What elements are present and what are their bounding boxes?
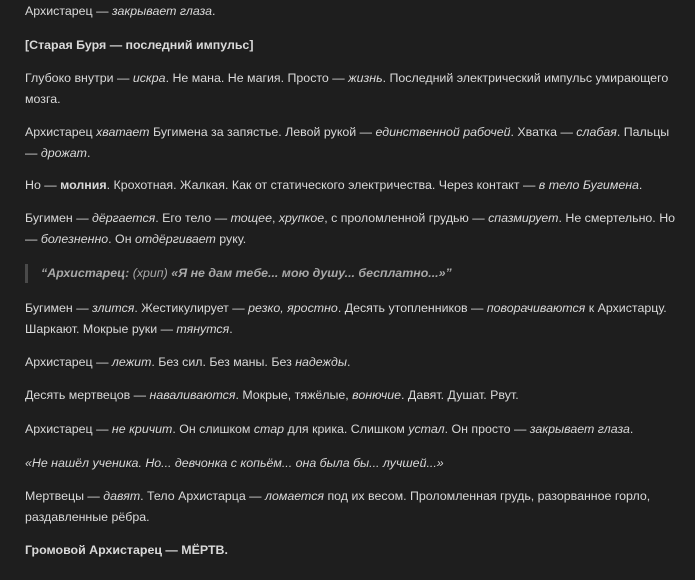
text-run: «Я не дам тебе... мою душу... бесплатно...»” bbox=[167, 266, 452, 280]
text-run: . bbox=[638, 178, 643, 192]
text-run: . bbox=[86, 145, 91, 160]
italic-text: (хрип) bbox=[132, 266, 168, 280]
italic-text: в тело Бугимена bbox=[538, 178, 639, 192]
italic-text: стар bbox=[253, 422, 285, 436]
bold-text: молния bbox=[60, 178, 107, 192]
paragraph bbox=[25, 175, 680, 196]
inner-monologue bbox=[25, 453, 680, 474]
italic-text: злится bbox=[92, 301, 135, 315]
text-run: “Архистарец: bbox=[41, 266, 133, 280]
text-run: . Хватка — bbox=[510, 125, 577, 139]
italic-text: не кричит bbox=[111, 422, 173, 436]
italic-text: надежды bbox=[295, 355, 347, 369]
italic-text: закрывает глаза bbox=[529, 422, 630, 436]
italic-text: дёргается bbox=[92, 211, 156, 225]
text-run: . Без сил. Без маны. Без bbox=[151, 355, 296, 369]
italic-text: болезненно bbox=[40, 231, 109, 246]
text-run: Бугимен — bbox=[25, 301, 93, 315]
text-run: Архистарец — bbox=[25, 422, 112, 436]
text-run: Архистарец bbox=[25, 125, 97, 139]
text-run: . Он слишком bbox=[172, 422, 254, 436]
text-run: Десять мертвецов — bbox=[25, 388, 150, 402]
italic-text: жизнь bbox=[348, 71, 383, 85]
italic-text: лежит bbox=[111, 355, 152, 369]
dialogue-blockquote bbox=[25, 264, 675, 283]
italic-text: дрожат bbox=[40, 145, 87, 160]
bold-text: [Старая Буря — последний импульс] bbox=[25, 38, 254, 52]
text-run: Архистарец — bbox=[25, 355, 112, 369]
text-run: . bbox=[629, 422, 634, 436]
text-run: , bbox=[271, 211, 279, 225]
text-run: . Давят. Душат. Рвут. bbox=[401, 388, 519, 402]
text-run: . Крохотная. Жалкая. Как от статического электричества. Через контакт — bbox=[106, 178, 539, 192]
text-run: . Жестикулирует — bbox=[134, 301, 249, 315]
text-run: . Не мана. Не магия. Просто — bbox=[165, 71, 349, 85]
text-run: . Тело Архистарца — bbox=[140, 489, 266, 503]
text-run: Мертвецы — bbox=[25, 489, 104, 503]
italic-text: давят bbox=[103, 489, 141, 503]
text-run: Бугимен — bbox=[25, 211, 93, 225]
text-run: , с проломленной грудью — bbox=[324, 211, 489, 225]
italic-text: наваливаются bbox=[149, 388, 236, 402]
paragraph bbox=[25, 208, 680, 249]
text-run: . bbox=[211, 4, 216, 18]
text-run: . Его тело — bbox=[155, 211, 231, 225]
paragraph bbox=[25, 298, 680, 339]
italic-text: ломается bbox=[265, 489, 325, 503]
italic-text: «Не нашёл ученика. Но... девчонка с копьём... она была бы... лучшей...» bbox=[25, 456, 444, 470]
paragraph bbox=[25, 68, 680, 109]
italic-text: хватает bbox=[96, 125, 150, 139]
text-run: . Не смертельно. Но — bbox=[25, 211, 676, 246]
italic-text: вонючие bbox=[352, 388, 402, 402]
paragraph bbox=[25, 122, 680, 163]
text-run: Но — bbox=[25, 178, 61, 192]
final-line bbox=[25, 540, 680, 561]
italic-text: резко, яростно bbox=[248, 301, 338, 315]
italic-text: спазмирует bbox=[488, 211, 559, 225]
text-run: Глубоко внутри — bbox=[25, 71, 133, 85]
italic-text: устал bbox=[408, 422, 445, 436]
text-run: для крика. Слишком bbox=[284, 422, 409, 436]
text-run: . Десять утопленников — bbox=[337, 301, 487, 315]
text-run: . Он просто — bbox=[444, 422, 530, 436]
italic-text: тощее bbox=[230, 211, 272, 225]
paragraph bbox=[25, 486, 680, 527]
paragraph bbox=[25, 385, 680, 406]
text-run: . Последний электрический импульс умирающего мозга. bbox=[25, 71, 669, 106]
bold-text: Громовой Архистарец — МЁРТВ. bbox=[25, 543, 228, 557]
paragraph bbox=[25, 1, 680, 22]
italic-text: поворачиваются bbox=[486, 301, 586, 315]
text-run: Архистарец — bbox=[25, 4, 112, 18]
italic-text: закрывает глаза bbox=[111, 4, 212, 18]
text-run: . Мокрые, тяжёлые, bbox=[235, 388, 353, 402]
text-run: . bbox=[347, 355, 351, 369]
text-run: руку. bbox=[215, 231, 247, 246]
text-run: . bbox=[229, 321, 233, 336]
paragraph bbox=[25, 419, 680, 440]
italic-text: тянутся bbox=[176, 321, 230, 336]
paragraph bbox=[25, 352, 680, 373]
text-run: к Архистарцу. Шаркают. Мокрые руки — bbox=[25, 301, 667, 336]
text-run: Бугимена за запястье. Левой рукой — bbox=[149, 125, 376, 139]
italic-text: хрупкое bbox=[278, 211, 325, 225]
italic-text: отдёргивает bbox=[134, 231, 216, 246]
text-run: . Пальцы — bbox=[25, 125, 670, 160]
text-run: . Он bbox=[108, 231, 135, 246]
italic-text: слабая bbox=[576, 125, 617, 139]
italic-text: искра bbox=[132, 71, 166, 85]
italic-text: единственной рабочей bbox=[375, 125, 511, 139]
scene-heading bbox=[25, 35, 680, 56]
text-run: под их весом. Проломленная грудь, разорванное горло, раздавленные рёбра. bbox=[25, 489, 651, 524]
